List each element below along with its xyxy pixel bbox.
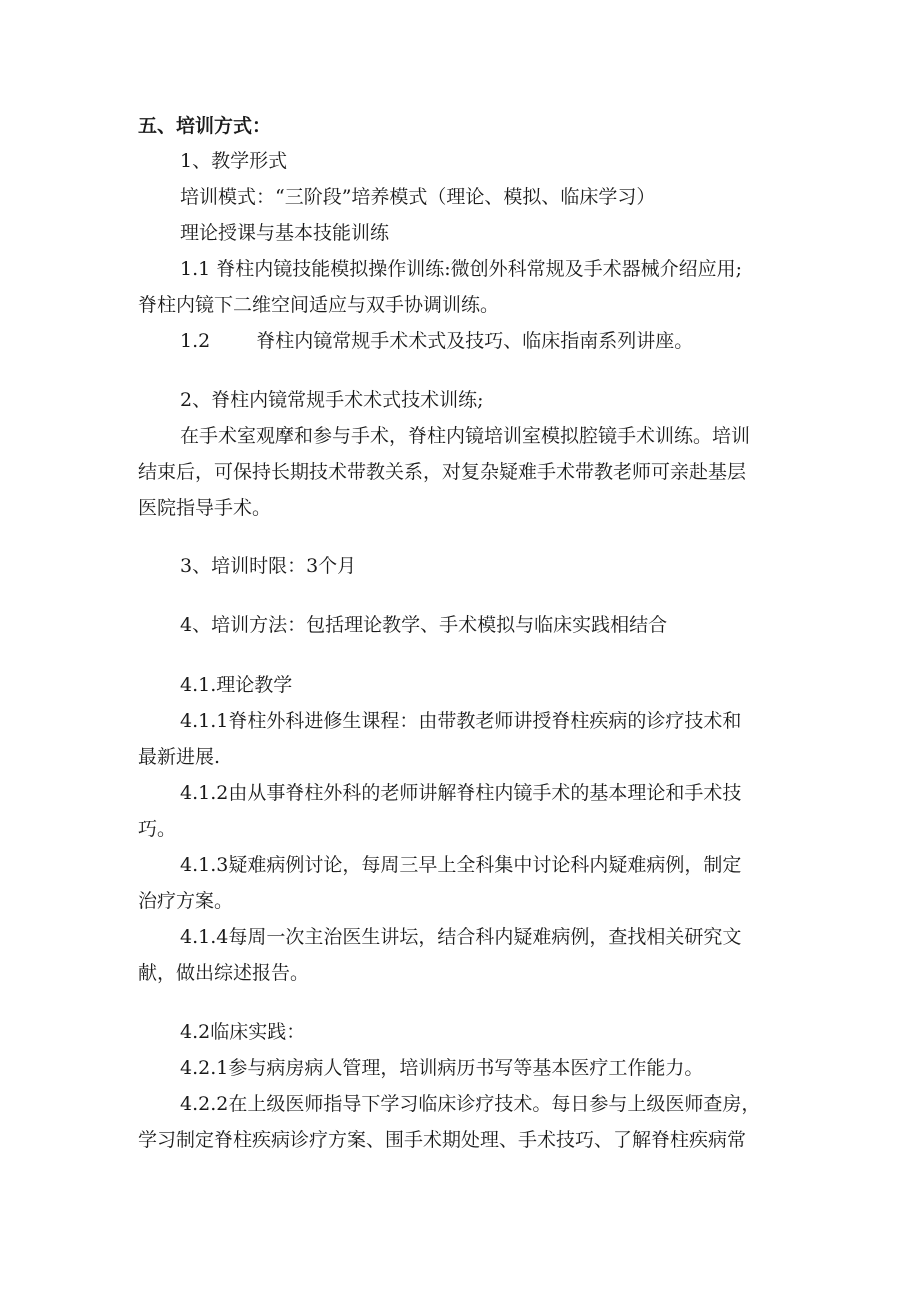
item-4-1-3-line2: 治疗方案。 [138,890,234,912]
teaching-form-heading: 1、教学形式 [180,150,288,172]
item-1-2-line [180,329,693,353]
lecture-line: 理论授课与基本技能训练 [180,222,390,244]
technique-para-line2: 结束后，可保持长期技术带教关系，对复杂疑难手术带教老师可亲赴基层 [138,461,747,483]
item-4-1-2-line2: 巧。 [138,818,177,840]
item-1-2-text: 脊柱内镜常规手术术式及技巧、临床指南系列讲座。 [256,330,694,352]
item-1-1-line2: 脊柱内镜下二维空间适应与双手协调训练。 [138,294,500,316]
theory-heading: 4.1.理论教学 [180,674,293,696]
technique-para-line1: 在手术室观摩和参与手术，脊柱内镜培训室模拟腔镜手术训练。培训 [180,425,751,447]
item-4-2-2-line2: 学习制定脊柱疾病诊疗方案、围手术期处理、手术技巧、了解脊柱疾病常 [138,1129,747,1151]
item-4-1-4-line2: 献，做出综述报告。 [138,962,310,984]
item-4-2-1-line: 4.2.1参与病房病人管理，培训病历书写等基本医疗工作能力。 [180,1057,704,1079]
item-4-1-2-line1: 4.1.2由从事脊柱外科的老师讲解脊柱内镜手术的基本理论和手术技 [180,782,742,804]
item-4-1-1-line1: 4.1.1脊柱外科进修生课程：由带教老师讲授脊柱疾病的诊疗技术和 [180,710,742,732]
item-1-2-number: 1.2 [180,330,211,352]
duration-line: 3、培训时限：3个月 [180,555,357,577]
technique-heading: 2、脊柱内镜常规手术术式技术训练; [180,389,484,411]
item-4-2-2-line1: 4.2.2在上级医师指导下学习临床诊疗技术。每日参与上级医师查房， [180,1093,761,1115]
clinical-heading: 4.2临床实践： [180,1021,306,1043]
item-4-1-1-line2: 最新进展. [138,746,221,768]
item-1-1-line1: 1.1 脊柱内镜技能模拟操作训练:微创外科常规及手术器械介绍应用; [180,258,743,280]
training-mode-line: 培训模式：“三阶段”培养模式（理论、模拟、临床学习） [180,186,656,208]
item-4-1-4-line1: 4.1.4每周一次主治医生讲坛，结合科内疑难病例，查找相关研究文 [180,926,742,948]
method-line: 4、培训方法：包括理论教学、手术模拟与临床实践相结合 [180,614,668,636]
technique-para-line3: 医院指导手术。 [138,497,272,519]
item-4-1-3-line1: 4.1.3疑难病例讨论，每周三早上全科集中讨论科内疑难病例，制定 [180,854,742,876]
section-title: 五、培训方式： [138,115,272,137]
